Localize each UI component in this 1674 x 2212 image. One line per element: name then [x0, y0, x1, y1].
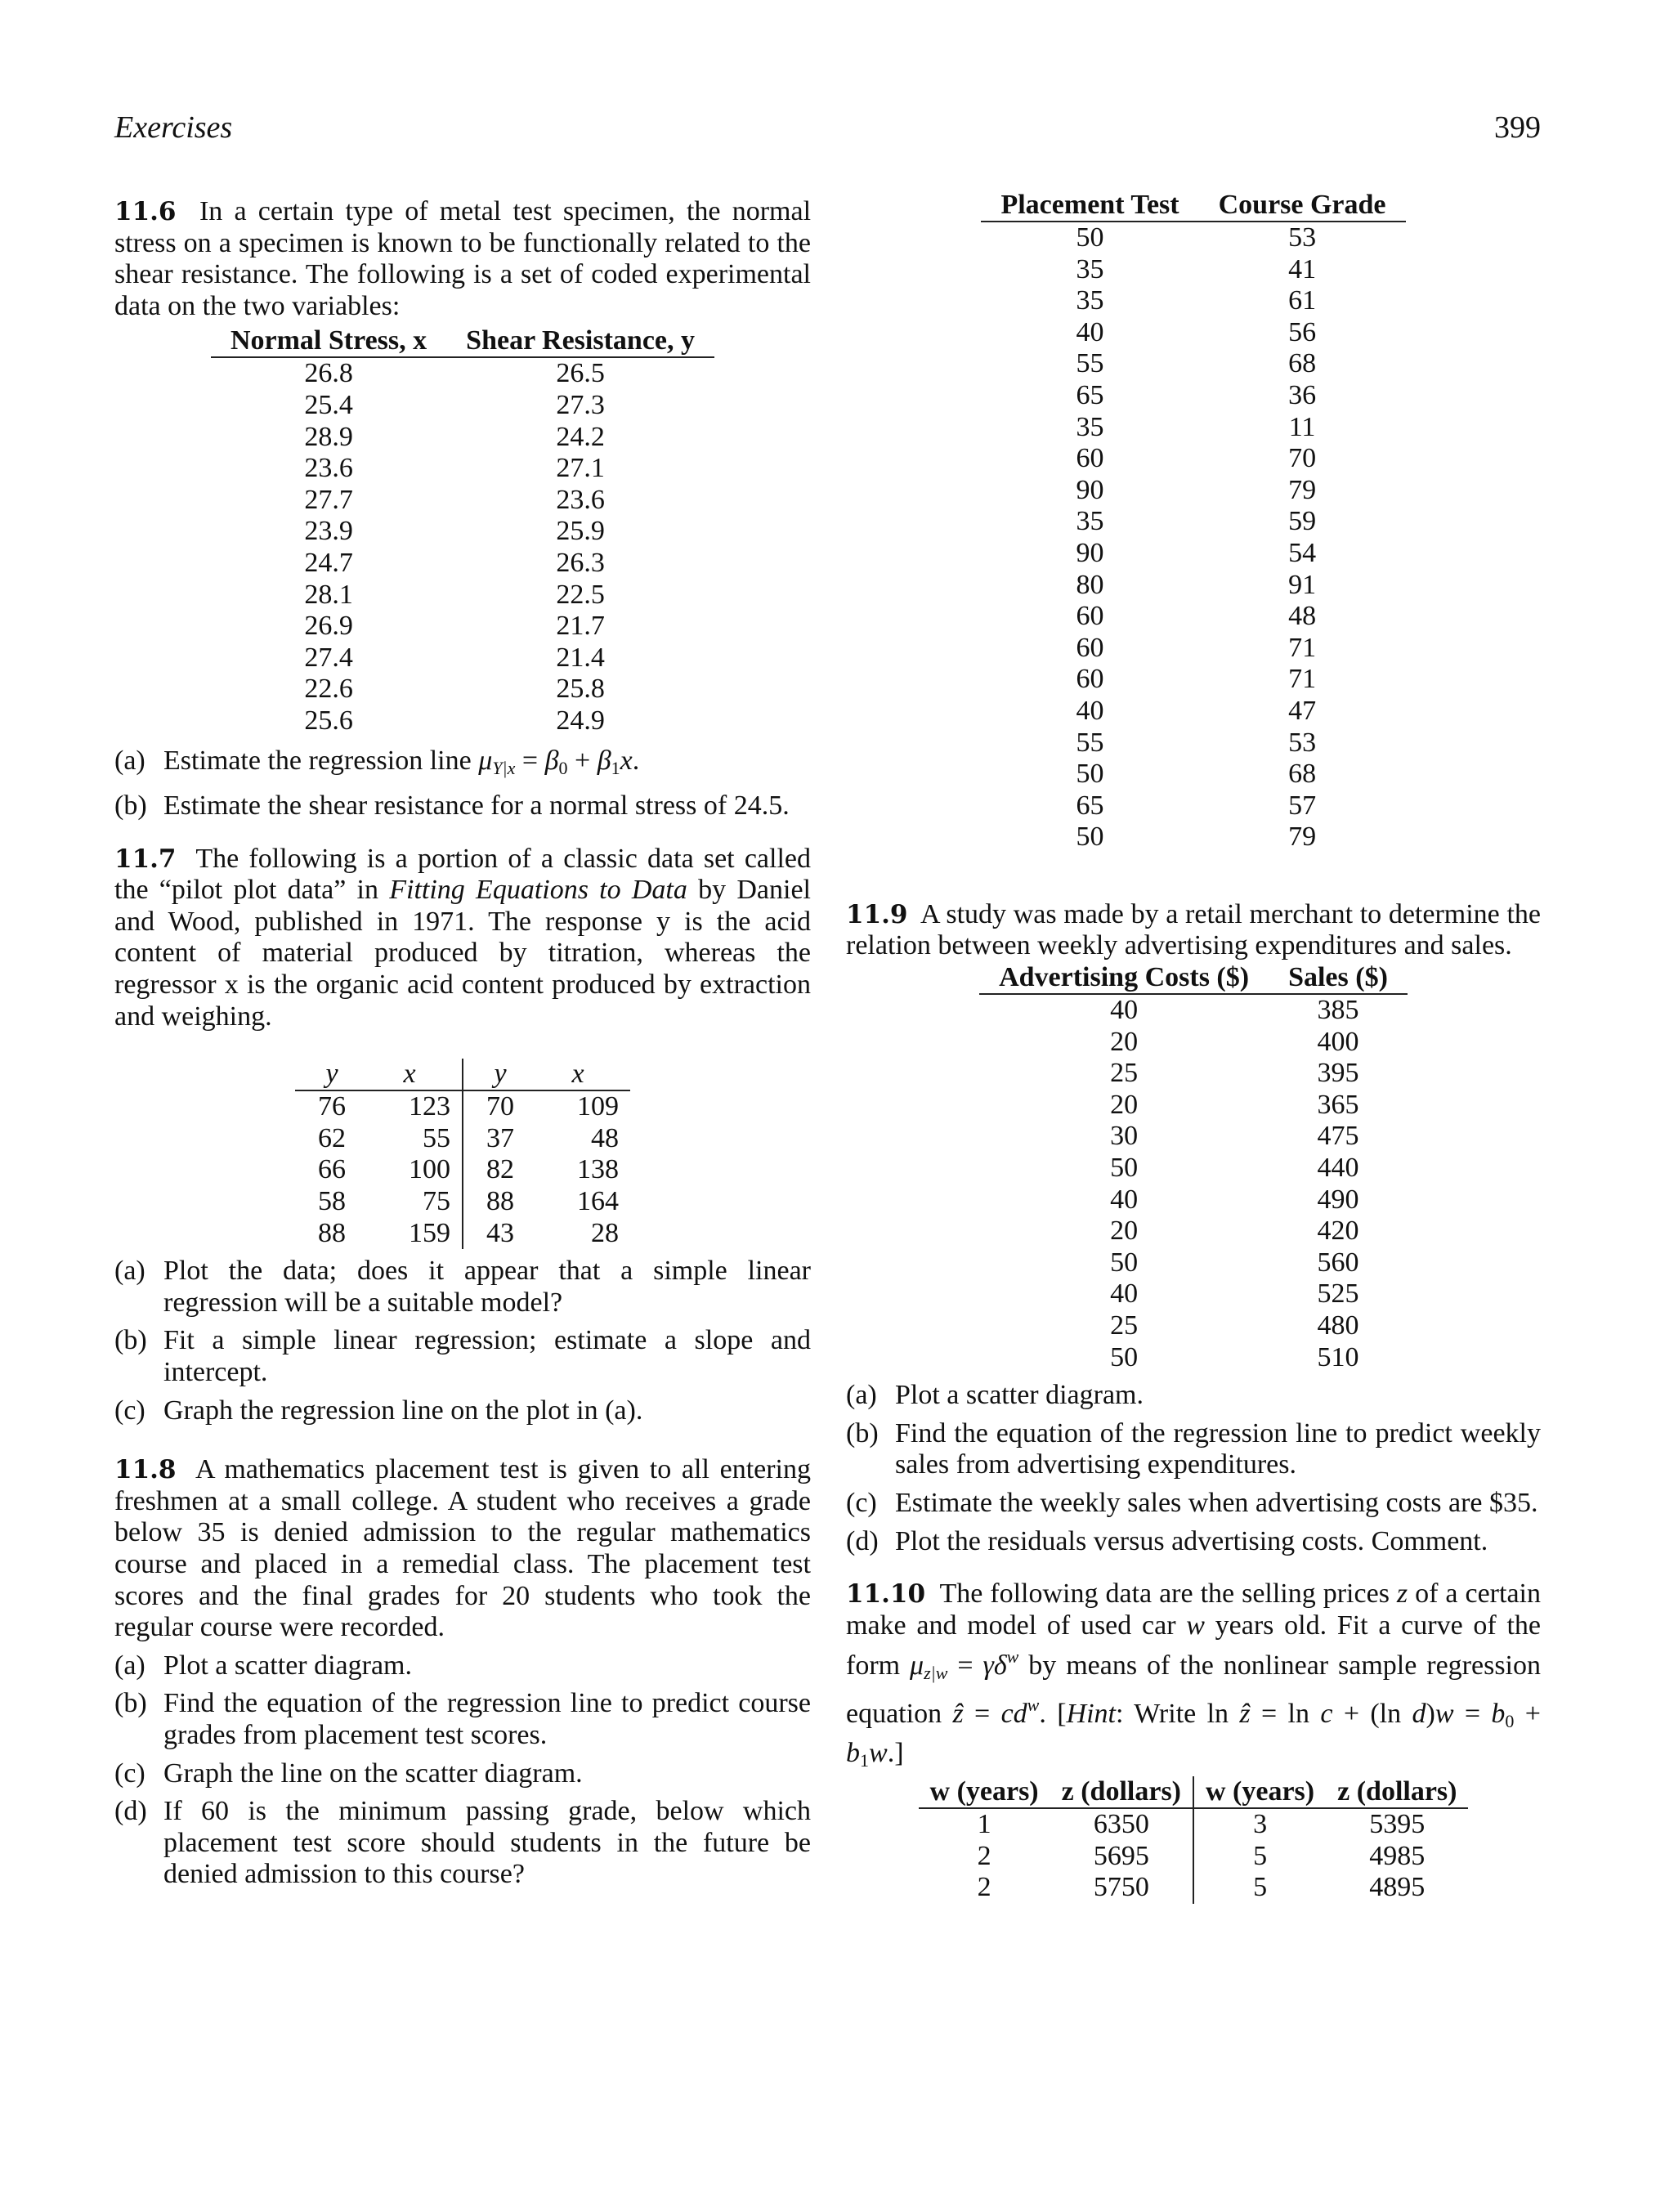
table-cell: 25.6: [304, 705, 353, 736]
table-cell: 59: [1288, 506, 1317, 537]
table-cell: 1: [977, 1809, 991, 1840]
exercise-number: 11.7: [114, 844, 177, 874]
exercise-number: 11.8: [114, 1455, 177, 1485]
table-row: [295, 1154, 630, 1186]
table-cell: 25: [1110, 1310, 1139, 1341]
left-column: [114, 196, 811, 1912]
table-cell: 47: [1288, 695, 1317, 726]
table-cell: 20: [1110, 1089, 1139, 1120]
table-cell: 71: [1288, 664, 1317, 695]
table-cell: 35: [1076, 411, 1104, 442]
table-row: [211, 580, 714, 611]
exercise-number: 11.10: [846, 1579, 926, 1610]
table-cell: 560: [1317, 1247, 1359, 1278]
table-row: [211, 705, 714, 737]
exercise-text: In a certain type of metal test specimen, the normal stress on a specimen is known to be functionally related to the shear resistance. The following is a set of coded experimental data on the two variables:: [114, 196, 812, 321]
table-cell: 5395: [1369, 1809, 1426, 1840]
table-row: [981, 728, 1405, 759]
exercise-part: (c) Estimate the weekly sales when advertising costs are $35.: [846, 1487, 1538, 1518]
table-cell: 80: [1076, 569, 1104, 600]
table-cell: 159: [409, 1217, 450, 1248]
table-row: [211, 390, 714, 422]
table-cell: 23.6: [304, 453, 353, 484]
table-row: [981, 759, 1405, 790]
table-cell: 4985: [1369, 1840, 1426, 1871]
table-row: [981, 822, 1405, 853]
table-cell: 11: [1288, 411, 1316, 442]
table-cell: 40: [1110, 1184, 1139, 1215]
table-row: [919, 1808, 1469, 1841]
table-cell: 54: [1288, 537, 1317, 568]
table-row: [979, 1216, 1408, 1247]
table-cell: 27.1: [556, 453, 605, 484]
exercise-number: 11.9: [846, 899, 908, 929]
table-cell: 123: [409, 1091, 450, 1122]
table-cell: 490: [1317, 1184, 1359, 1215]
table-cell: 40: [1076, 316, 1104, 347]
table-cell: 22.5: [556, 579, 605, 610]
book-title: Fitting Equations to Data: [389, 875, 687, 906]
exercise-11-9: 11.9 A study was made by a retail merchant to determine the relation between weekly advertising expenditures and sales. Advertising Costs ($) Sales ($) 40 385 20 400 25 395 20 365 30 475 50 440 40 490 20 420 50 560 40 525 25 480 50 510 (a) Plot a scatter diagram. (b) Find the equation of the regression line to predict weekly sales from advertising expenditures. (c) Estimate the weekly sales when advertising costs are $35. (d) Plot the residuals versus advertising costs. Comment.: [846, 898, 1541, 1556]
table-row: [979, 1058, 1408, 1090]
exercise-11-8: 11.8 A mathematics placement test is given to all entering freshmen at a small college. A student who receives a grade below 35 is denied admission to the regular mathematics course and placed in a remedial class. The placement test scores and the final grades for 20 students who took the regular course were recorded. (a) Plot a scatter diagram. (b) Find the equation of the regression line to predict course grades from placement test scores. (c) Graph the line on the scatter diagram. (d) If 60 is the minimum passing grade, below which placement test score should students in the future be denied admission to this course?: [114, 1454, 812, 1890]
pilot-plot-table: y x y x 76 123 70 109 62 55 37 48 66 100 82 138 58 75 88 164 88 159 43 28: [295, 1059, 630, 1249]
table-row: [981, 633, 1405, 665]
table-cell: 53: [1288, 727, 1317, 758]
table-cell: 2: [977, 1840, 991, 1871]
table-cell: 50: [1110, 1247, 1139, 1278]
table-row: [979, 1310, 1408, 1342]
table-cell: 109: [577, 1091, 619, 1122]
table-cell: 24.7: [304, 547, 353, 578]
table-row: [211, 422, 714, 454]
table-row: [295, 1123, 630, 1155]
table-row: [981, 443, 1405, 475]
running-head: Exercises: [114, 110, 233, 145]
table-cell: 36: [1288, 379, 1317, 410]
table-cell: 75: [423, 1186, 450, 1217]
table-cell: 385: [1317, 995, 1359, 1026]
table-cell: 21.4: [556, 642, 605, 673]
table-cell: 27.7: [304, 484, 353, 515]
table-cell: 28.1: [304, 579, 353, 610]
table-cell: 510: [1317, 1341, 1359, 1372]
table-cell: 20: [1110, 1026, 1139, 1057]
table-cell: 88: [318, 1217, 346, 1248]
table-row: [979, 1184, 1408, 1216]
table-row: [919, 1872, 1469, 1904]
table-cell: 66: [318, 1154, 346, 1185]
exercise-part: (b) Find the equation of the regression line to predict weekly sales from advertising expenditures.: [846, 1417, 1541, 1480]
table-cell: 5: [1193, 1872, 1326, 1904]
exercise-part: (a) Plot the data; does it appear that a simple linear regression will be a suitable model?: [114, 1256, 811, 1318]
column-header: Shear Resistance, y: [446, 325, 714, 357]
table-cell: 25: [1110, 1058, 1139, 1089]
table-cell: 60: [1076, 632, 1104, 663]
table-cell: 4895: [1369, 1872, 1426, 1903]
table-cell: 50: [1076, 822, 1104, 853]
table-cell: 68: [1288, 759, 1317, 790]
column-header: Normal Stress, x: [211, 325, 446, 357]
table-row: [979, 1342, 1408, 1374]
placement-table: [981, 190, 1405, 853]
table-row: [979, 1247, 1408, 1279]
table-row: [981, 475, 1405, 507]
used-car-table: w (years) z (dollars) w (years) z (dollars) 1 6350 3 5395 2 5695 5 4985 2 5750 5 4895: [919, 1776, 1469, 1904]
table-cell: 24.2: [556, 421, 605, 452]
advertising-table: [979, 962, 1408, 1373]
table-cell: 55: [1076, 727, 1104, 758]
table-cell: 525: [1317, 1278, 1359, 1310]
table-cell: 24.9: [556, 705, 605, 736]
table-cell: 20: [1110, 1216, 1139, 1247]
column-header: Advertising Costs ($): [979, 962, 1269, 994]
table-row: [981, 601, 1405, 633]
table-cell: 365: [1317, 1089, 1359, 1120]
table-cell: 35: [1076, 506, 1104, 537]
table-row: [211, 674, 714, 705]
exercise-part: (b) Fit a simple linear regression; estimate a slope and intercept.: [114, 1325, 811, 1387]
table-cell: 53: [1288, 222, 1317, 253]
table-cell: 70: [463, 1090, 537, 1123]
table-row: [981, 254, 1405, 286]
table-cell: 35: [1076, 253, 1104, 284]
table-cell: 6350: [1093, 1809, 1149, 1840]
table-cell: 25.4: [304, 389, 353, 420]
table-cell: 27.3: [556, 389, 605, 420]
table-cell: 30: [1110, 1121, 1139, 1152]
table-row: [919, 1841, 1469, 1873]
table-row: [981, 222, 1405, 254]
table-cell: 48: [591, 1122, 619, 1153]
table-cell: 82: [463, 1154, 537, 1186]
table-cell: 28.9: [304, 421, 353, 452]
table-row: [211, 516, 714, 548]
table-cell: 55: [1076, 348, 1104, 379]
table-cell: 5750: [1093, 1872, 1149, 1903]
table-cell: 55: [423, 1122, 450, 1153]
table-cell: 22.6: [304, 674, 353, 705]
table-cell: 23.9: [304, 516, 353, 547]
exercise-part: (d) If 60 is the minimum passing grade, below which placement test score should students in the future be denied admission to this course?: [114, 1796, 811, 1890]
table-row: [979, 994, 1408, 1027]
table-cell: 21.7: [556, 611, 605, 642]
exercise-part: (a) Plot a scatter diagram.: [846, 1380, 1144, 1411]
table-cell: 68: [1288, 348, 1317, 379]
table-cell: 164: [577, 1186, 619, 1217]
table-row: [979, 1027, 1408, 1059]
table-cell: 40: [1110, 1278, 1139, 1310]
part-text: Estimate the shear resistance for a normal stress of 24.5.: [163, 790, 790, 822]
table-cell: 56: [1288, 316, 1317, 347]
part-text: Estimate the regression line $\mu_{Y|x} = \beta_0 + \beta_1x$.: [163, 745, 640, 778]
exercise-part: (a) Plot a scatter diagram.: [114, 1650, 413, 1681]
table-row: [981, 570, 1405, 602]
table-cell: 60: [1076, 664, 1104, 695]
page-header: [114, 110, 1541, 150]
table-row: [211, 548, 714, 580]
table-cell: 26.3: [556, 547, 605, 578]
exercise-11-6: [114, 196, 811, 822]
table-cell: 440: [1317, 1153, 1359, 1184]
table-cell: 50: [1076, 222, 1104, 253]
table-cell: 57: [1288, 790, 1317, 821]
table-row: [211, 453, 714, 485]
table-row: [981, 285, 1405, 317]
table-cell: 40: [1076, 695, 1104, 726]
table-cell: 70: [1288, 443, 1317, 474]
table-cell: 40: [1110, 995, 1139, 1026]
column-header: Placement Test: [981, 190, 1198, 222]
table-cell: 50: [1110, 1153, 1139, 1184]
table-cell: 5695: [1093, 1840, 1149, 1871]
table-cell: 65: [1076, 790, 1104, 821]
exercise-part: (b) Find the equation of the regression line to predict course grades from placement test scores.: [114, 1688, 811, 1750]
table-row: [981, 538, 1405, 570]
table-cell: 79: [1288, 822, 1317, 853]
exercise-11-7: 11.7 The following is a portion of a classic data set called the “pilot plot data” in Fitting Equations to Data by Daniel and Wood, published in 1971. The response y is the acid content of material produced by titration, whereas the regressor x is the organic acid content produced by extraction and weighing. y x y x 76 123 70 109 62 55 37 48 66 100 82 138 58 75 88 164 88 159 43 28 (a) Plot the data; does it appear that a simple linear regression will be a suitable model? (b) Fit a simple linear regression; estimate a slope and intercept. (c) Graph the regression line on the plot in (a).: [114, 843, 811, 1426]
table-row: [979, 1121, 1408, 1153]
table-row: [979, 1153, 1408, 1184]
table-row: [295, 1218, 630, 1250]
table-row: [211, 643, 714, 674]
table-cell: 28: [591, 1217, 619, 1248]
exercise-part: (d) Plot the residuals versus advertising costs. Comment.: [846, 1525, 1488, 1556]
table-row: [295, 1186, 630, 1218]
table-cell: 475: [1317, 1121, 1359, 1152]
table-cell: 37: [463, 1123, 537, 1155]
exercise-part: (a) Estimate the regression line $\mu_{Y|x} = \beta_0 + \beta_1x$.: [114, 746, 811, 785]
page-number: 399: [1494, 110, 1541, 145]
table-cell: 90: [1076, 537, 1104, 568]
table-row: [295, 1090, 630, 1123]
table-cell: 480: [1317, 1310, 1359, 1341]
exercise-text: The following data are the selling prices z of a certain make and model of used car w years old. Fit a curve of the form $\mu_{z|w} = \gamma\delta^w$ by means of the nonlinear sample regression equation ẑ = $cd^w$. [Hint: Write ln ẑ = ln c + (ln $d)w = b_0 + b_1w$.]: [846, 1578, 1542, 1771]
column-header: Course Grade: [1199, 190, 1406, 222]
table-cell: 88: [463, 1186, 537, 1218]
table-cell: 5: [1193, 1841, 1326, 1873]
table-cell: 26.9: [304, 611, 353, 642]
exercise-part: (c) Graph the line on the scatter diagram.: [114, 1758, 583, 1789]
table-cell: 35: [1076, 285, 1104, 316]
table-cell: 50: [1110, 1341, 1139, 1372]
table-row: [979, 1278, 1408, 1310]
table-row: [981, 317, 1405, 349]
table-cell: 50: [1076, 759, 1104, 790]
table-cell: 2: [977, 1872, 991, 1903]
table-cell: 3: [1193, 1808, 1326, 1841]
table-cell: 61: [1288, 285, 1317, 316]
table-cell: 76: [318, 1091, 346, 1122]
table-cell: 48: [1288, 601, 1317, 632]
table-row: [981, 348, 1405, 380]
table-row: [979, 1090, 1408, 1122]
table-cell: 65: [1076, 379, 1104, 410]
right-column: [846, 190, 1542, 1909]
table-cell: 27.4: [304, 642, 353, 673]
table-cell: 138: [577, 1154, 619, 1185]
table-cell: 395: [1317, 1058, 1359, 1089]
table-cell: 62: [318, 1122, 346, 1153]
table-cell: 43: [463, 1218, 537, 1250]
exercise-number: 11.6: [114, 197, 177, 226]
exercise-part: (c) Graph the regression line on the plot in (a).: [114, 1395, 643, 1426]
table-cell: 400: [1317, 1026, 1359, 1057]
exercise-11-10: [846, 1578, 1541, 1904]
table-cell: 60: [1076, 601, 1104, 632]
exercise-part: (b) Estimate the shear resistance for a normal stress of 24.5.: [114, 790, 811, 822]
table-cell: 420: [1317, 1216, 1359, 1247]
table-row: [981, 790, 1405, 822]
stress-table: [211, 325, 714, 737]
table-cell: 60: [1076, 443, 1104, 474]
table-cell: 90: [1076, 474, 1104, 505]
table-row: [981, 696, 1405, 728]
table-cell: 58: [318, 1186, 346, 1217]
table-row: [981, 506, 1405, 538]
table-row: [211, 357, 714, 390]
table-row: [211, 611, 714, 643]
table-cell: 25.9: [556, 516, 605, 547]
table-row: [211, 485, 714, 517]
table-cell: 23.6: [556, 484, 605, 515]
table-cell: 26.8: [304, 358, 353, 389]
column-header: Sales ($): [1269, 962, 1408, 994]
table-cell: 26.5: [556, 358, 605, 389]
table-row: [981, 664, 1405, 696]
table-row: [981, 380, 1405, 412]
table-cell: 71: [1288, 632, 1317, 663]
table-cell: 25.8: [556, 674, 605, 705]
table-row: [981, 412, 1405, 444]
table-cell: 79: [1288, 474, 1317, 505]
table-cell: 41: [1288, 253, 1317, 284]
table-cell: 100: [409, 1154, 450, 1185]
table-cell: 91: [1288, 569, 1317, 600]
